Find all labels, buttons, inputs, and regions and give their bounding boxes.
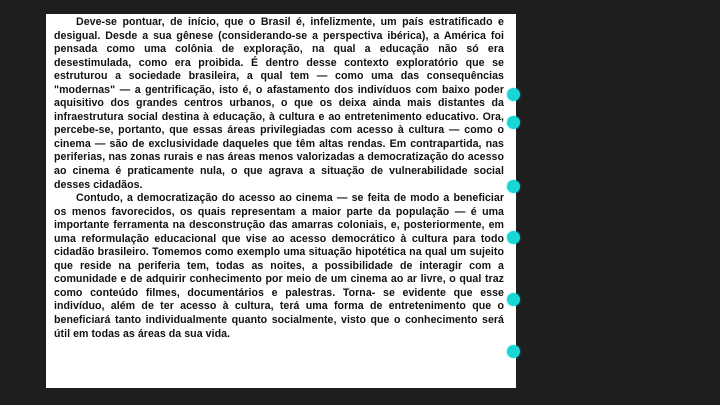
paragraph-1: Deve-se pontuar, de início, que o Brasil é, infelizmente, um país estratificado e desigual. Desde a sua gênese (considerando-se a perspectiva ibérica), a América foi pensada como uma colônia de exploração, na qual a educação não só era desestimulada, como era proibida. É dentro desse contexto exploratório que se estruturou a sociedade brasileira, a qual tem — como uma das consequências "modernas" — a gentrificação, isto é, o afastamento dos indivíduos com baixo poder aquisitivo dos grandes centros urbanos, o que os deixa ainda mais distantes da infraestrutura social destina à educação, à cultura e ao entretenimento educativo. Ora, percebe-se, portanto, que essas áreas privilegiadas com acesso à cultura — como o cinema — são de exclusividade daqueles que têm altas rendas. Em contrapartida, nas periferias, nas zonas rurais e nas áreas menos valorizadas a democratização do acesso ao cinema é praticamente nula, o que agrava a situação de vulnerabilidade social desses cidadãos. [54, 16, 504, 191]
document-page [46, 14, 516, 388]
annotation-marker[interactable] [507, 116, 520, 129]
annotation-marker[interactable] [507, 345, 520, 358]
annotation-marker[interactable] [507, 88, 520, 101]
annotation-marker[interactable] [507, 180, 520, 193]
annotation-marker[interactable] [507, 293, 520, 306]
annotation-marker[interactable] [507, 231, 520, 244]
paragraph-2: Contudo, a democratização do acesso ao cinema — se feita de modo a beneficiar os menos favorecidos, os quais representam a maior parte da população — é uma importante ferramenta na desconstrução das amarras coloniais, e, posteriormente, em uma reformulação educacional que vise ao acesso democrático à cultura para todo cidadão brasileiro. Tomemos como exemplo uma situação hipotética na qual um sujeito que reside na periferia tem, todas as noites, a possibilidade de interagir com a comunidade e de adquirir conhecimento por meio de um cinema ao ar livre, o qual traz como conteúdo filmes, documentários e palestras. Torna- se evidente que esse indivíduo, além de ter acesso à cultura, terá uma forma de entretenimento que o beneficiará tanto individualmente quanto socialmente, visto que o conhecimento será útil em todas as áreas da sua vida. [54, 192, 504, 340]
